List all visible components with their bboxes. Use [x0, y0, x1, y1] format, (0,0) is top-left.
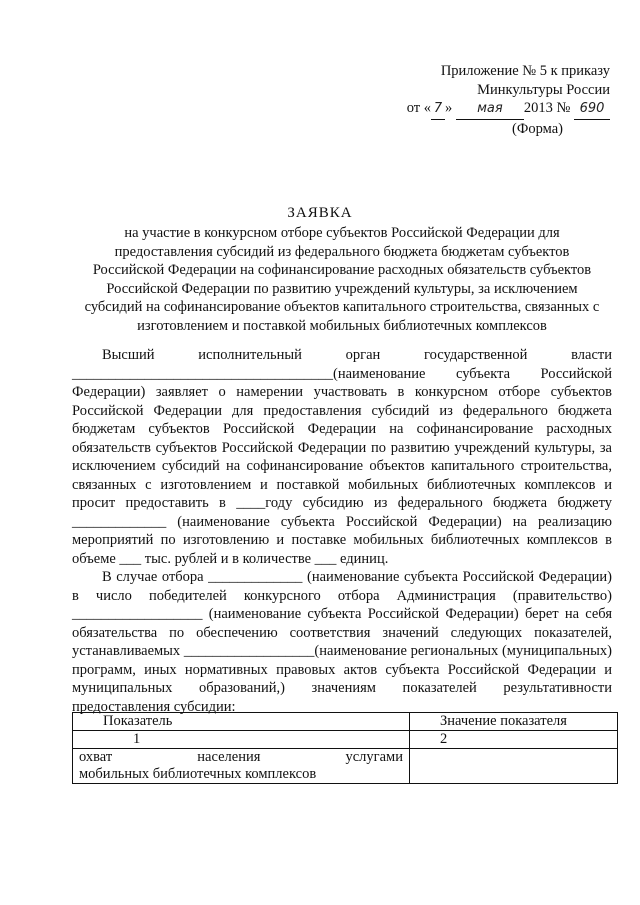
subtitle-line: Российской Федерации по развитию учреждений культуры, за исключением [106, 280, 578, 297]
subtitle-line: субсидий на софинансирование объектов капитального строительства, связанных с [84, 299, 600, 315]
table-row [73, 749, 618, 784]
body-paragraph: Высший исполнительный орган государственной власти ____________________________________(наименование субъекта Российской Федерации) заявляет о намерении участвовать в конкурсном отборе субъектов Российской Федерации для предоставления субсидий из федерального бюджета бюджетам субъектов Российской Федерации на софинансирование расходных обязательств субъектов Российской Федерации по развитию учреждений культуры, за исключением субсидий на софинансирование объектов капитального строительства, связанных с изготовлением и поставкой мобильных библиотечных комплексов и просит предоставить в ____году субсидию из федерального бюджета бюджету _____________ (наименование субъекта Российской Федерации) на реализацию мероприятий по изготовлению и поставке мобильных библиотечных комплексов в объеме ___ тыс. рублей и в количестве ___ единиц. [72, 347, 612, 567]
subtitle-line: предоставления субсидий из федерального бюджета бюджетам субъектов [114, 243, 570, 260]
table-number-row [73, 731, 618, 749]
column-number-1: 1 [73, 731, 410, 749]
subtitle-line: Российской Федерации на софинансирование расходных обязательств субъектов [92, 262, 592, 278]
indicators-table [72, 712, 618, 784]
document-subtitle [72, 224, 612, 335]
indicator-cell [73, 749, 410, 784]
value-cell [410, 749, 618, 784]
subtitle-line: на участие в конкурсном отборе субъектов Российской Федерации для [124, 225, 560, 241]
order-date-line [395, 99, 610, 120]
order-prefix: от « [406, 100, 432, 116]
ministry-line: Минкультуры России [477, 81, 610, 98]
indicator-text-line: охват населения услугами [79, 749, 403, 765]
document-title: ЗАЯВКА [287, 205, 353, 221]
order-month: мая [456, 100, 524, 120]
order-number: 690 [574, 100, 610, 120]
indicator-text-line: мобильных библиотечных комплексов [79, 766, 317, 782]
table-header-indicator: Показатель [73, 713, 410, 731]
order-day: 7 [431, 100, 445, 120]
table-header-value: Значение показателя [410, 713, 618, 731]
order-quote-close: » [445, 100, 453, 116]
column-number-2: 2 [410, 731, 618, 749]
table-header-row [73, 713, 618, 731]
form-note: (Форма) [512, 120, 563, 137]
order-year: 2013 № [523, 100, 571, 116]
appendix-line: Приложение № 5 к приказу [440, 63, 610, 79]
subtitle-line: изготовлением и поставкой мобильных библиотечных комплексов [137, 317, 547, 334]
body-paragraph: В случае отбора _____________ (наименование субъекта Российской Федерации) в число победителей конкурсного отбора Администрация (правительство) __________________ (наименование субъекта Российской Федерации) берет на себя обязательства по обеспечению соответствия значений следующих показателей, устанавливаемых __________________(наименование региональных (муниципальных) программ, иных нормативных правовых актов субъекта Российской Федерации и муниципальных образований,) значениям показателей результативности предоставления субсидии: [72, 569, 612, 715]
application-body [72, 346, 612, 716]
appendix-header [395, 62, 610, 138]
